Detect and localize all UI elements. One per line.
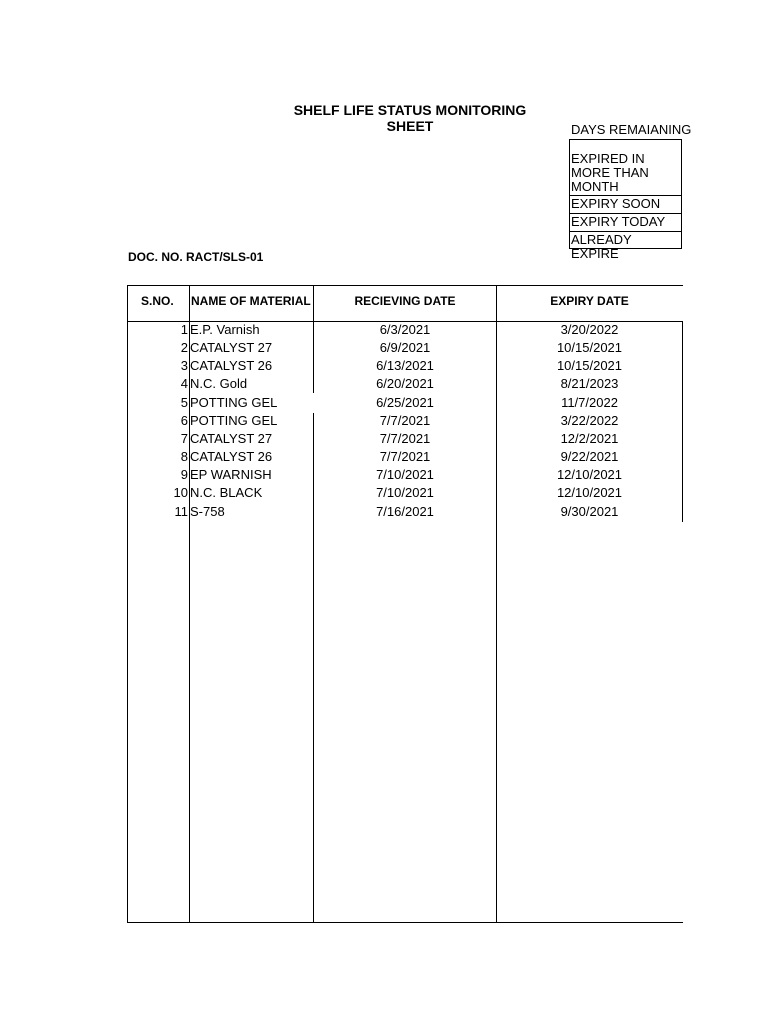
cell-expiry-date: 12/10/2021 [556, 485, 623, 500]
cell-receiving-date: 6/9/2021 [379, 340, 431, 355]
cell-sno: 9 [180, 467, 188, 482]
cell-sno: 7 [180, 431, 188, 446]
cell-expiry-date: 3/22/2022 [560, 413, 619, 428]
table-row [0, 466, 768, 484]
cell-material-name: N.C. BLACK [190, 485, 263, 500]
table-row [0, 448, 768, 466]
document-number: DOC. NO. RACT/SLS-01 [128, 250, 264, 264]
cell-sno: 1 [180, 322, 188, 337]
cell-material-name: CATALYST 27 [190, 340, 273, 355]
cell-receiving-date: 6/20/2021 [376, 376, 434, 391]
table-row [0, 375, 768, 393]
table-row [0, 357, 768, 375]
cell-receiving-date: 7/7/2021 [379, 431, 431, 446]
table-bottom-border [127, 922, 683, 923]
cell-material-name: EP WARNISH [190, 467, 272, 482]
cell-expiry-date: 9/30/2021 [560, 504, 619, 519]
cell-sno: 11 [174, 504, 188, 519]
cell-sno: 3 [180, 358, 188, 373]
table-top-border [127, 285, 683, 286]
table-row [0, 339, 768, 357]
cell-expiry-date: 10/15/2021 [556, 340, 623, 355]
legend-item-expired-more-than-month: EXPIRED IN MORE THAN MONTH [569, 139, 682, 195]
cell-receiving-date: 7/16/2021 [376, 504, 434, 519]
cell-expiry-date: 12/10/2021 [556, 467, 623, 482]
legend-item-expiry-today: EXPIRY TODAY [569, 213, 682, 231]
table-row [0, 321, 768, 339]
cell-material-name: S-758 [190, 504, 225, 519]
cell-receiving-date: 7/7/2021 [379, 449, 431, 464]
header-sno: S.NO. [141, 294, 174, 308]
cell-material-name: POTTING GEL [190, 395, 278, 410]
table-row [0, 430, 768, 448]
cell-expiry-date: 8/21/2023 [560, 376, 619, 391]
cell-receiving-date: 7/10/2021 [376, 485, 434, 500]
cell-sno: 5 [180, 395, 188, 410]
cell-receiving-date: 6/3/2021 [379, 322, 431, 337]
cell-receiving-date: 6/13/2021 [376, 358, 434, 373]
table-row [0, 394, 768, 412]
cell-sno: 10 [173, 485, 188, 500]
cell-expiry-date: 11/7/2022 [561, 395, 618, 410]
cell-receiving-date: 7/10/2021 [376, 467, 434, 482]
cell-sno: 2 [180, 340, 188, 355]
cell-sno: 4 [180, 376, 188, 391]
cell-material-name: CATALYST 27 [190, 431, 273, 446]
cell-material-name: E.P. Varnish [190, 322, 260, 337]
cell-expiry-date: 12/2/2021 [560, 431, 619, 446]
header-expiry-date: EXPIRY DATE [550, 294, 629, 308]
sheet-title: SHELF LIFE STATUS MONITORING SHEET [293, 102, 527, 134]
table-row [0, 503, 768, 521]
cell-expiry-date: 3/20/2022 [560, 322, 619, 337]
legend-item-expiry-soon: EXPIRY SOON [569, 195, 682, 213]
cell-expiry-date: 10/15/2021 [556, 358, 623, 373]
cell-material-name: POTTING GEL [190, 413, 278, 428]
legend-item-already-expire: ALREADY EXPIRE [569, 231, 682, 249]
table-row [0, 412, 768, 430]
header-name-of-material: NAME OF MATERIAL [191, 294, 311, 308]
table-row [0, 484, 768, 502]
legend-heading: DAYS REMAIANING [571, 122, 692, 137]
cell-material-name: CATALYST 26 [190, 449, 273, 464]
cell-receiving-date: 6/25/2021 [376, 395, 434, 410]
cell-sno: 8 [180, 449, 188, 464]
cell-material-name: CATALYST 26 [190, 358, 273, 373]
cell-material-name: N.C. Gold [190, 376, 248, 391]
cell-sno: 6 [180, 413, 188, 428]
header-receiving-date: RECIEVING DATE [354, 294, 456, 308]
cell-expiry-date: 9/22/2021 [560, 449, 619, 464]
cell-receiving-date: 7/7/2021 [379, 413, 431, 428]
